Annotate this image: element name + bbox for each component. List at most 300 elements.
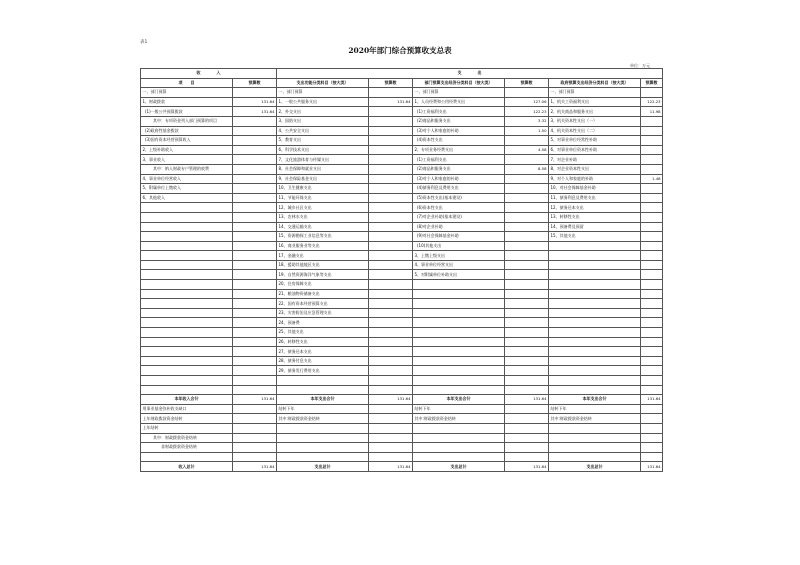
budget-cell (641, 260, 663, 270)
table-row (141, 280, 663, 290)
empty-cell (413, 452, 505, 462)
budget-cell (641, 251, 663, 261)
table-row (141, 88, 663, 98)
item-cell: 3、国防支出 (277, 116, 369, 126)
budget-cell (505, 155, 549, 165)
grand-total-row (141, 462, 663, 472)
item-cell: 17、金融支出 (277, 251, 369, 261)
table-row (141, 337, 663, 347)
item-cell (141, 337, 233, 347)
budget-cell (505, 423, 549, 433)
budget-cell (505, 433, 549, 443)
budget-summary-table (140, 68, 663, 472)
item-cell: 一、部门预算 (413, 88, 505, 98)
budget-cell (505, 376, 549, 386)
table-row (141, 222, 663, 232)
budget-cell (369, 116, 413, 126)
table-row (141, 97, 663, 107)
budget-cell (505, 222, 549, 232)
budget-cell (233, 318, 277, 328)
budget-cell (641, 212, 663, 222)
budget-cell (369, 347, 413, 357)
table-row (141, 184, 663, 194)
page-title: 2020年部门综合预算收支总表 (348, 46, 452, 55)
budget-cell (369, 366, 413, 376)
budget-cell (505, 385, 549, 395)
budget-cell (369, 251, 413, 261)
item-cell: 其中:财政拨款资金结转 (413, 414, 505, 424)
item-cell (549, 347, 641, 357)
item-cell: 3、上缴上级支出 (413, 251, 505, 261)
budget-cell (641, 193, 663, 203)
budget-cell (233, 145, 277, 155)
total-value-cell: 131.64 (233, 395, 277, 405)
item-cell (413, 289, 505, 299)
item-cell: (9)对社会保障基金补助 (413, 232, 505, 242)
item-cell (549, 423, 641, 433)
item-cell: (6)资本性支出 (413, 203, 505, 213)
grand-value-cell: 131.64 (641, 462, 663, 472)
budget-cell (641, 88, 663, 98)
item-cell: (3)对个人和家庭的补助 (413, 174, 505, 184)
budget-cell: 1.50 (505, 126, 549, 136)
item-cell: 7、文化旅游体育与传媒支出 (277, 155, 369, 165)
item-cell: 12、城乡社区支出 (277, 203, 369, 213)
item-cell: 9、对个人和家庭的补助 (549, 174, 641, 184)
item-cell (141, 299, 233, 309)
budget-cell: 127.06 (505, 97, 549, 107)
item-cell (141, 251, 233, 261)
budget-cell (369, 212, 413, 222)
carry-row (141, 443, 663, 453)
item-header: 项 目 (141, 78, 233, 88)
grand-value-cell: 131.64 (369, 462, 413, 472)
item-cell: 其中:财政拨款资金结转 (549, 414, 641, 424)
table-row (141, 270, 663, 280)
budget-cell (641, 241, 663, 251)
budget-cell (369, 328, 413, 338)
budget-cell (505, 328, 549, 338)
table-row (141, 232, 663, 242)
budget-cell (641, 155, 663, 165)
table-row (141, 174, 663, 184)
item-cell (413, 366, 505, 376)
budget-cell (505, 308, 549, 318)
budget-cell (233, 270, 277, 280)
empty-cell (549, 452, 641, 462)
budget-cell (505, 88, 549, 98)
item-cell: 26、转移性支出 (277, 337, 369, 347)
budget-cell (369, 193, 413, 203)
unit-label: 单位：万元 (630, 63, 650, 68)
item-cell (141, 347, 233, 357)
budget-cell (641, 280, 663, 290)
budget-cell (641, 203, 663, 213)
item-cell (141, 232, 233, 242)
table-row (141, 251, 663, 261)
budget-cell (505, 184, 549, 194)
budget-cell (233, 280, 277, 290)
budget-cell (641, 366, 663, 376)
budget-cell: 3.32 (505, 116, 549, 126)
budget-cell (233, 328, 277, 338)
budget-cell (233, 423, 277, 433)
item-cell (413, 318, 505, 328)
item-cell (413, 337, 505, 347)
empty-cell (141, 452, 233, 462)
item-cell: 22、国有资本经营预算支出 (277, 299, 369, 309)
item-cell: 用事业基金弥补收支缺口 (141, 404, 233, 414)
item-cell: 1、机关工资福利支出 (549, 97, 641, 107)
budget-cell (233, 356, 277, 366)
table-header-row (141, 69, 663, 79)
item-cell: 13、转移性支出 (549, 212, 641, 222)
item-cell (277, 433, 369, 443)
item-cell (413, 385, 505, 395)
item-cell (549, 241, 641, 251)
item-cell (141, 203, 233, 213)
item-cell (549, 356, 641, 366)
budget-cell (369, 260, 413, 270)
budget-cell (369, 232, 413, 242)
table-row (141, 145, 663, 155)
item-cell: 23、灾害防治及应急管理支出 (277, 308, 369, 318)
budget-cell (233, 251, 277, 261)
item-cell: 20、住房保障支出 (277, 280, 369, 290)
table-row (141, 308, 663, 318)
item-cell (413, 347, 505, 357)
item-cell: (2)政府性基金拨款 (141, 126, 233, 136)
budget-cell (233, 164, 277, 174)
item-cell: 14、交通运输支出 (277, 222, 369, 232)
item-cell (549, 328, 641, 338)
item-cell: (4)资本性支出 (413, 136, 505, 146)
item-cell (141, 385, 233, 395)
table-row (141, 452, 663, 462)
budget-cell (369, 270, 413, 280)
item-cell (413, 423, 505, 433)
budget-cell (369, 155, 413, 165)
budget-cell (641, 116, 663, 126)
budget-cell (233, 260, 277, 270)
budget-cell (641, 443, 663, 453)
budget-cell (233, 126, 277, 136)
item-cell (549, 280, 641, 290)
budget-cell (641, 222, 663, 232)
budget-cell (233, 414, 277, 424)
budget-cell (641, 385, 663, 395)
item-cell: 1、财政拨款 (141, 97, 233, 107)
item-cell (413, 299, 505, 309)
item-cell (413, 328, 505, 338)
item-cell: (7)对企业补助(基本建设) (413, 212, 505, 222)
expense-header: 支 出 (277, 69, 663, 79)
item-cell: 非财政拨款资金结转 (141, 443, 233, 453)
item-cell: 12、债务还本支出 (549, 203, 641, 213)
item-cell (141, 212, 233, 222)
budget-cell (233, 88, 277, 98)
item-cell: 28、债务付息支出 (277, 356, 369, 366)
budget-cell (505, 174, 549, 184)
budget-cell (369, 337, 413, 347)
grand-label-cell: 收入总计 (141, 462, 233, 472)
item-cell: 2、上级补助收入 (141, 145, 233, 155)
item-cell: 7、对企业补助 (549, 155, 641, 165)
column-header-row (141, 78, 663, 88)
budget-cell (641, 347, 663, 357)
item-cell (549, 299, 641, 309)
item-cell (277, 443, 369, 453)
budget-cell (505, 193, 549, 203)
budget-cell: 131.64 (233, 97, 277, 107)
item-cell: (4)债务利息及费用支出 (413, 184, 505, 194)
table-row (141, 299, 663, 309)
table-row (141, 193, 663, 203)
budget-cell (369, 107, 413, 117)
item-cell: 其中:财政拨款资金结转 (277, 414, 369, 424)
table-row (141, 356, 663, 366)
budget-cell (505, 404, 549, 414)
item-cell: (1)工资福利支出 (413, 155, 505, 165)
budget-cell (233, 232, 277, 242)
total-label-cell: 本年收入合计 (141, 395, 233, 405)
budget-cell (233, 337, 277, 347)
item-cell (141, 260, 233, 270)
budget-cell (369, 174, 413, 184)
total-value-cell: 131.64 (505, 395, 549, 405)
item-cell: 6、科学技术支出 (277, 145, 369, 155)
item-cell: 6、对事业单位资本性补助 (549, 145, 641, 155)
item-cell: 25、其他支出 (277, 328, 369, 338)
table-row (141, 289, 663, 299)
budget-cell (641, 328, 663, 338)
budget-header: 预算数 (369, 78, 413, 88)
table-row (141, 155, 663, 165)
budget-cell (369, 376, 413, 386)
budget-cell (641, 270, 663, 280)
budget-cell (369, 308, 413, 318)
item-cell: 10、卫生健康支出 (277, 184, 369, 194)
budget-cell (369, 222, 413, 232)
item-cell: 11、节能环保支出 (277, 193, 369, 203)
budget-cell (369, 318, 413, 328)
budget-cell (369, 385, 413, 395)
budget-cell (505, 280, 549, 290)
budget-cell (233, 184, 277, 194)
table-row (141, 366, 663, 376)
item-cell (549, 251, 641, 261)
item-cell: 结转下年 (277, 404, 369, 414)
budget-cell (233, 222, 277, 232)
budget-cell (233, 116, 277, 126)
item-cell: 6、其他收入 (141, 193, 233, 203)
item-cell (141, 241, 233, 251)
item-cell (413, 280, 505, 290)
total-value-cell: 131.64 (641, 395, 663, 405)
budget-cell (233, 299, 277, 309)
budget-cell: 122.23 (641, 97, 663, 107)
item-cell: 19、自然资源海洋气象等支出 (277, 270, 369, 280)
item-cell: 一、部门预算 (141, 88, 233, 98)
empty-cell (277, 452, 369, 462)
item-cell: 15、其他支出 (549, 232, 641, 242)
budget-cell (233, 212, 277, 222)
grand-label-cell: 支出总计 (413, 462, 505, 472)
budget-cell (233, 433, 277, 443)
budget-cell (641, 289, 663, 299)
dept-econ-class-header: 部门预算支出经济分类科目（按大类） (413, 78, 505, 88)
budget-cell (505, 241, 549, 251)
item-cell: (1)一般公共预算拨款 (141, 107, 233, 117)
item-cell: 其中：财政拨款资金结转 (141, 433, 233, 443)
budget-cell (233, 289, 277, 299)
item-cell (141, 289, 233, 299)
table-row (141, 116, 663, 126)
item-cell: 10、对社会保障基金补助 (549, 184, 641, 194)
budget-cell: 4.58 (505, 145, 549, 155)
budget-cell (233, 366, 277, 376)
budget-cell (233, 347, 277, 357)
item-cell (413, 443, 505, 453)
item-cell: 29、债务发行费用支出 (277, 366, 369, 376)
item-cell: 结转下年 (549, 404, 641, 414)
carry-row (141, 423, 663, 433)
budget-cell (641, 414, 663, 424)
item-cell: 1、人员经费和公用经费支出 (413, 97, 505, 107)
budget-cell (233, 385, 277, 395)
item-cell: (2)商品和服务支出 (413, 116, 505, 126)
item-cell: 其中：专项资金列入部门预算的项目 (141, 116, 233, 126)
table-row (141, 328, 663, 338)
budget-cell (505, 232, 549, 242)
year-total-row (141, 395, 663, 405)
budget-cell (369, 356, 413, 366)
item-cell: 5、教育支出 (277, 136, 369, 146)
item-cell: (10)其他支出 (413, 241, 505, 251)
grand-value-cell: 131.64 (505, 462, 549, 472)
budget-cell (641, 308, 663, 318)
item-cell (277, 376, 369, 386)
carry-row (141, 433, 663, 443)
item-cell (549, 366, 641, 376)
item-cell (549, 260, 641, 270)
item-cell: 8、社会保障和就业支出 (277, 164, 369, 174)
total-label-cell: 本年支出合计 (549, 395, 641, 405)
item-cell: (5)资本性支出(基本建设) (413, 193, 505, 203)
budget-cell (233, 136, 277, 146)
budget-cell (233, 155, 277, 165)
table-row (141, 347, 663, 357)
budget-cell (233, 241, 277, 251)
item-cell (141, 280, 233, 290)
budget-cell (369, 184, 413, 194)
table-row (141, 241, 663, 251)
empty-cell (505, 452, 549, 462)
budget-header: 预算数 (233, 78, 277, 88)
total-label-cell: 本年支出合计 (413, 395, 505, 405)
item-cell (141, 376, 233, 386)
budget-cell (369, 126, 413, 136)
item-cell: 5、对事业单位经常性补助 (549, 136, 641, 146)
budget-cell (233, 193, 277, 203)
budget-cell (233, 203, 277, 213)
budget-cell (369, 241, 413, 251)
item-cell: 其中：纳入财政专户管理的收费 (141, 164, 233, 174)
table-row (141, 203, 663, 213)
table-number-tag: 表1 (140, 40, 148, 45)
budget-cell (369, 433, 413, 443)
item-cell: 一、部门预算 (549, 88, 641, 98)
total-label-cell: 本年支出合计 (277, 395, 369, 405)
budget-cell (233, 376, 277, 386)
budget-cell (505, 347, 549, 357)
grand-label-cell: 支出总计 (277, 462, 369, 472)
budget-cell (505, 366, 549, 376)
item-cell (141, 308, 233, 318)
budget-cell (641, 145, 663, 155)
budget-cell (233, 174, 277, 184)
item-cell (549, 318, 641, 328)
budget-cell (641, 136, 663, 146)
budget-cell (233, 443, 277, 453)
budget-cell (505, 299, 549, 309)
total-value-cell: 131.64 (369, 395, 413, 405)
item-cell: 结转下年 (413, 404, 505, 414)
item-cell: 一、部门预算 (277, 88, 369, 98)
item-cell (413, 308, 505, 318)
item-cell (549, 443, 641, 453)
table-row (141, 385, 663, 395)
empty-cell (641, 452, 663, 462)
budget-cell (505, 289, 549, 299)
item-cell: 21、粮油物资储备支出 (277, 289, 369, 299)
table-row (141, 107, 663, 117)
item-cell (141, 222, 233, 232)
budget-cell (641, 356, 663, 366)
budget-cell (369, 289, 413, 299)
budget-cell (641, 423, 663, 433)
budget-cell (641, 404, 663, 414)
item-cell: 4、公共安全支出 (277, 126, 369, 136)
item-cell (141, 356, 233, 366)
item-cell (549, 376, 641, 386)
table-row (141, 212, 663, 222)
budget-cell (369, 136, 413, 146)
item-cell (413, 376, 505, 386)
budget-cell (505, 414, 549, 424)
budget-header: 预算数 (505, 78, 549, 88)
item-cell (549, 337, 641, 347)
budget-cell (369, 414, 413, 424)
budget-cell (233, 404, 277, 414)
item-cell (549, 270, 641, 280)
item-cell (549, 385, 641, 395)
budget-cell (369, 145, 413, 155)
income-header: 收 入 (141, 69, 277, 79)
gov-econ-class-header: 政府预算支出经济分类科目（按大类） (549, 78, 641, 88)
table-row (141, 126, 663, 136)
item-cell: (2)商品和服务支出 (413, 164, 505, 174)
budget-cell (641, 318, 663, 328)
item-cell: 4、事业单位经营收入 (141, 174, 233, 184)
item-cell (277, 423, 369, 433)
item-cell: 上年结转 (141, 423, 233, 433)
item-cell (549, 289, 641, 299)
table-row (141, 164, 663, 174)
item-cell: 5、附属单位上缴收入 (141, 184, 233, 194)
item-cell: 8、对企业资本性支出 (549, 164, 641, 174)
item-cell: (8)对企业补助 (413, 222, 505, 232)
